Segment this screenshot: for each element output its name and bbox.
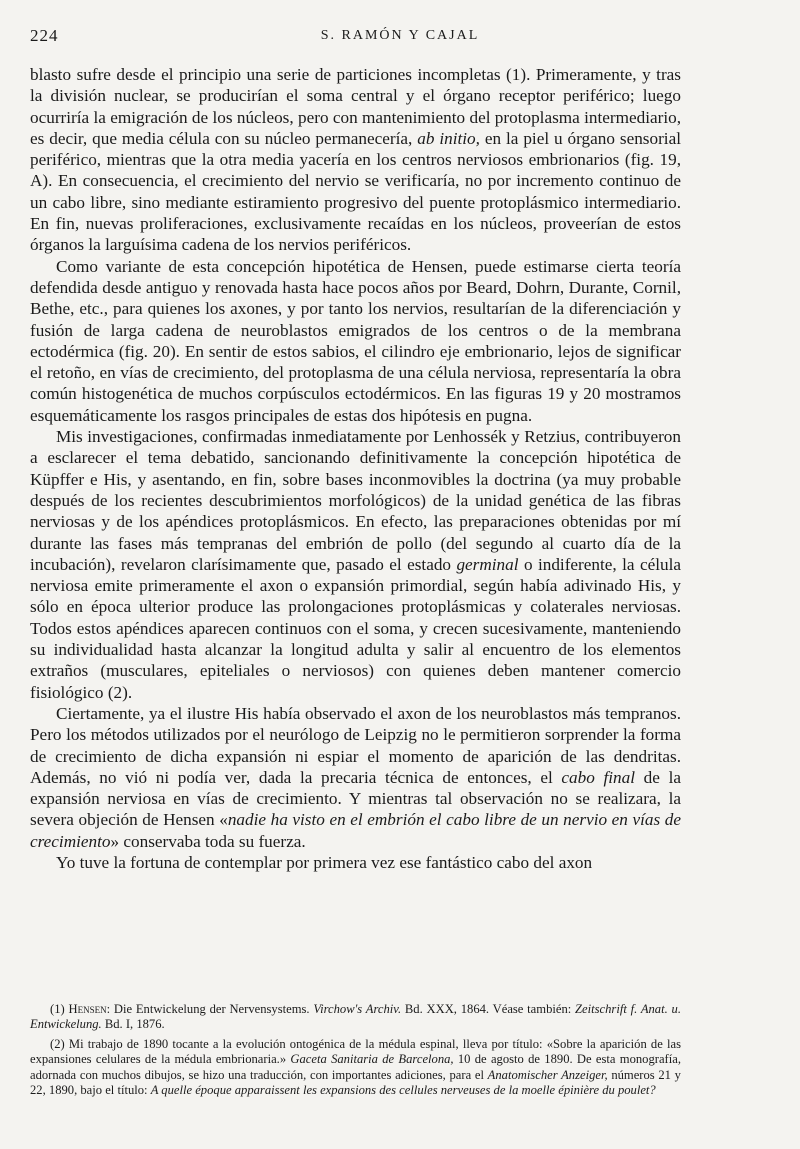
footnote-2-mark: (2) [50,1036,65,1051]
paragraph-4-text-a: Ciertamente, ya el ilustre His había observado el axon de los neuroblastos más tempranos. Pero los métodos utilizados por el neurólogo de Leipzig no le permitieron sorprender la forma de crecimiento de dicha expansión ni espiar el momento de aparición de las dendritas. Además, no vió ni podía ver, dada la precaria técnica de entonces, el [30,703,681,787]
paragraph-4-italic-quote: nadie ha visto en el embrión el cabo libre de un nervio en vías de crecimiento [30,810,681,851]
footnotes [30,1002,681,1098]
footnote-1 [30,1002,681,1033]
footnote-1-text-c: Bd. I, 1876. [101,1017,165,1032]
paragraph-5: Yo tuve la fortuna de contemplar por primera vez ese fantástico cabo del axon [56,852,593,872]
footnote-2-text-b: 10 de agosto de 1890. De esta monografía, adornada con muchos dibujos, se hizo una traducción, con importantes adiciones, para el [30,1052,681,1082]
footnote-1-journal-2: Zeitschrift f. Anat. u. Entwickelung. [30,1002,681,1032]
footnote-2 [30,1037,681,1099]
running-head: S. RAMÓN Y CAJAL [320,28,480,43]
page-header [28,26,772,50]
body-text [30,64,681,873]
paragraph-3 [30,426,681,703]
paragraph-1-italic: ab initio, [417,128,480,148]
paragraph-3-text-b: o indiferente, la célula nerviosa emite primeramente el axon o expansión primordial, según había adivinado His, y sólo en época ulterior produce las prolongaciones protoplásmicas y colaterales nerviosas. Todos estos apéndices aparecen continuos con el soma, y crecen sucesivamente, manteniendo su individualidad hasta alcanzar la longitud adulta y salir al encuentro de los elementos extraños (musculares, epiteliales o nerviosos) con quienes deben mantener comercio fisiológico (2). [30,554,681,702]
footnote-2-text-c: números 21 y 22, 1890, bajo el título: [30,1067,681,1098]
paragraph-3-text-a: Mis investigaciones, confirmadas inmediatamente por Lenhossék y Retzius, contribuyeron a esclarecer el tema debatido, sancionando definitivamente la concepción hipotética de Küpffer e His, y asentando, en fin, sobre bases inconmovibles la doctrina (ya muy probable después de los recientes descubrimientos morfológicos) de la unidad genética de las fibras nerviosas y de los apéndices protoplásmicos. En efecto, las preparaciones obtenidas por mí durante las fases más tempranas del embrión de pollo (del segundo al cuarto día de la incubación), revelaron clarísimamente que, pasado el estado [30,427,681,574]
footnote-1-text-b: Bd. XXX, 1864. Véase también: [401,1002,576,1016]
paragraph-1-text-b: en la piel u órgano sensorial periférico, mientras que la otra media yacería en los centros nerviosos embrionarios (fig. 19, A). En consecuencia, el crecimiento del nervio se verificaría, no por incremento continuo de un cabo libre, sino mediante estiramiento progresivo del puente protoplásmico intermediario. En fin, nuevas proliferaciones, exclusivamente recaídas en los núcleos, proveerían de estos órganos la larguísima cadena de los nervios periféricos. [30,128,681,255]
footnote-2-journal-2: Anatomischer Anzeiger, [487,1067,608,1082]
paragraph-1-text-a: blasto sufre desde el principio una serie de particiones incompletas (1). Primeramente, y tras la división nuclear, se producirían el soma central y el órgano receptor periférico; luego ocurriría la emigración de los núcleos, pero con mantenimiento del protoplasma intermediario, es decir, que media célula con su núcleo permanecería, [30,65,681,148]
paragraph-1 [30,64,681,256]
paragraph-2: Como variante de esta concepción hipotética de Hensen, puede estimarse cierta teoría defendida desde antiguo y renovada hasta hace pocos años por Beard, Dohrn, Durante, Cornil, Bethe, etc., para quienes los axones, y por tanto los nervios, resultarían de la diferenciación y fusión de larga cadena de neuroblastos emigrados de los centros o de la membrana ectodérmica (fig. 20). En sentir de estos sabios, el cilindro eje embrionario, lejos de significar el retoño, en vías de crecimiento, del protoplasma de una célula nerviosa, representaría la obra común histogenética de muchos corpúsculos ectodérmicos. En las figuras 19 y 20 mostramos esquemáticamente los rasgos principales de estas dos hipótesis en pugna. [30,256,681,425]
paragraph-4-italic: cabo final [561,767,636,787]
footnote-1-text-a: : Die Entwickelung der Nervensystems. [106,1002,314,1016]
footnote-1-journal: Virchow's Archiv. [313,1002,402,1016]
footnote-2-title: A quelle époque apparaissent les expansions des cellules nerveuses de la moelle épinière du poulet? [150,1083,656,1098]
footnote-1-author: Hensen [68,1002,107,1016]
paragraph-4 [30,703,681,852]
footnote-2-journal: Gaceta Sanitaria de Barcelona, [290,1052,454,1067]
paragraph-4-text-c: » conservaba toda su fuerza. [110,831,306,851]
footnote-2-text-a: Mi trabajo de 1890 tocante a la evolución ontogénica de la médula espinal, lleva por título: «Sobre la aparición de las expansiones celulares de la médula embrionaria.» [30,1036,681,1067]
paragraph-3-italic: germinal [456,554,519,574]
page-number: 224 [30,26,59,45]
paragraph-4-text-b: de la expansión nerviosa en vías de crecimiento. Y mientras tal observación no se realizara, la severa objeción de Hensen « [30,767,681,830]
footnote-1-mark: (1) [50,1002,65,1016]
